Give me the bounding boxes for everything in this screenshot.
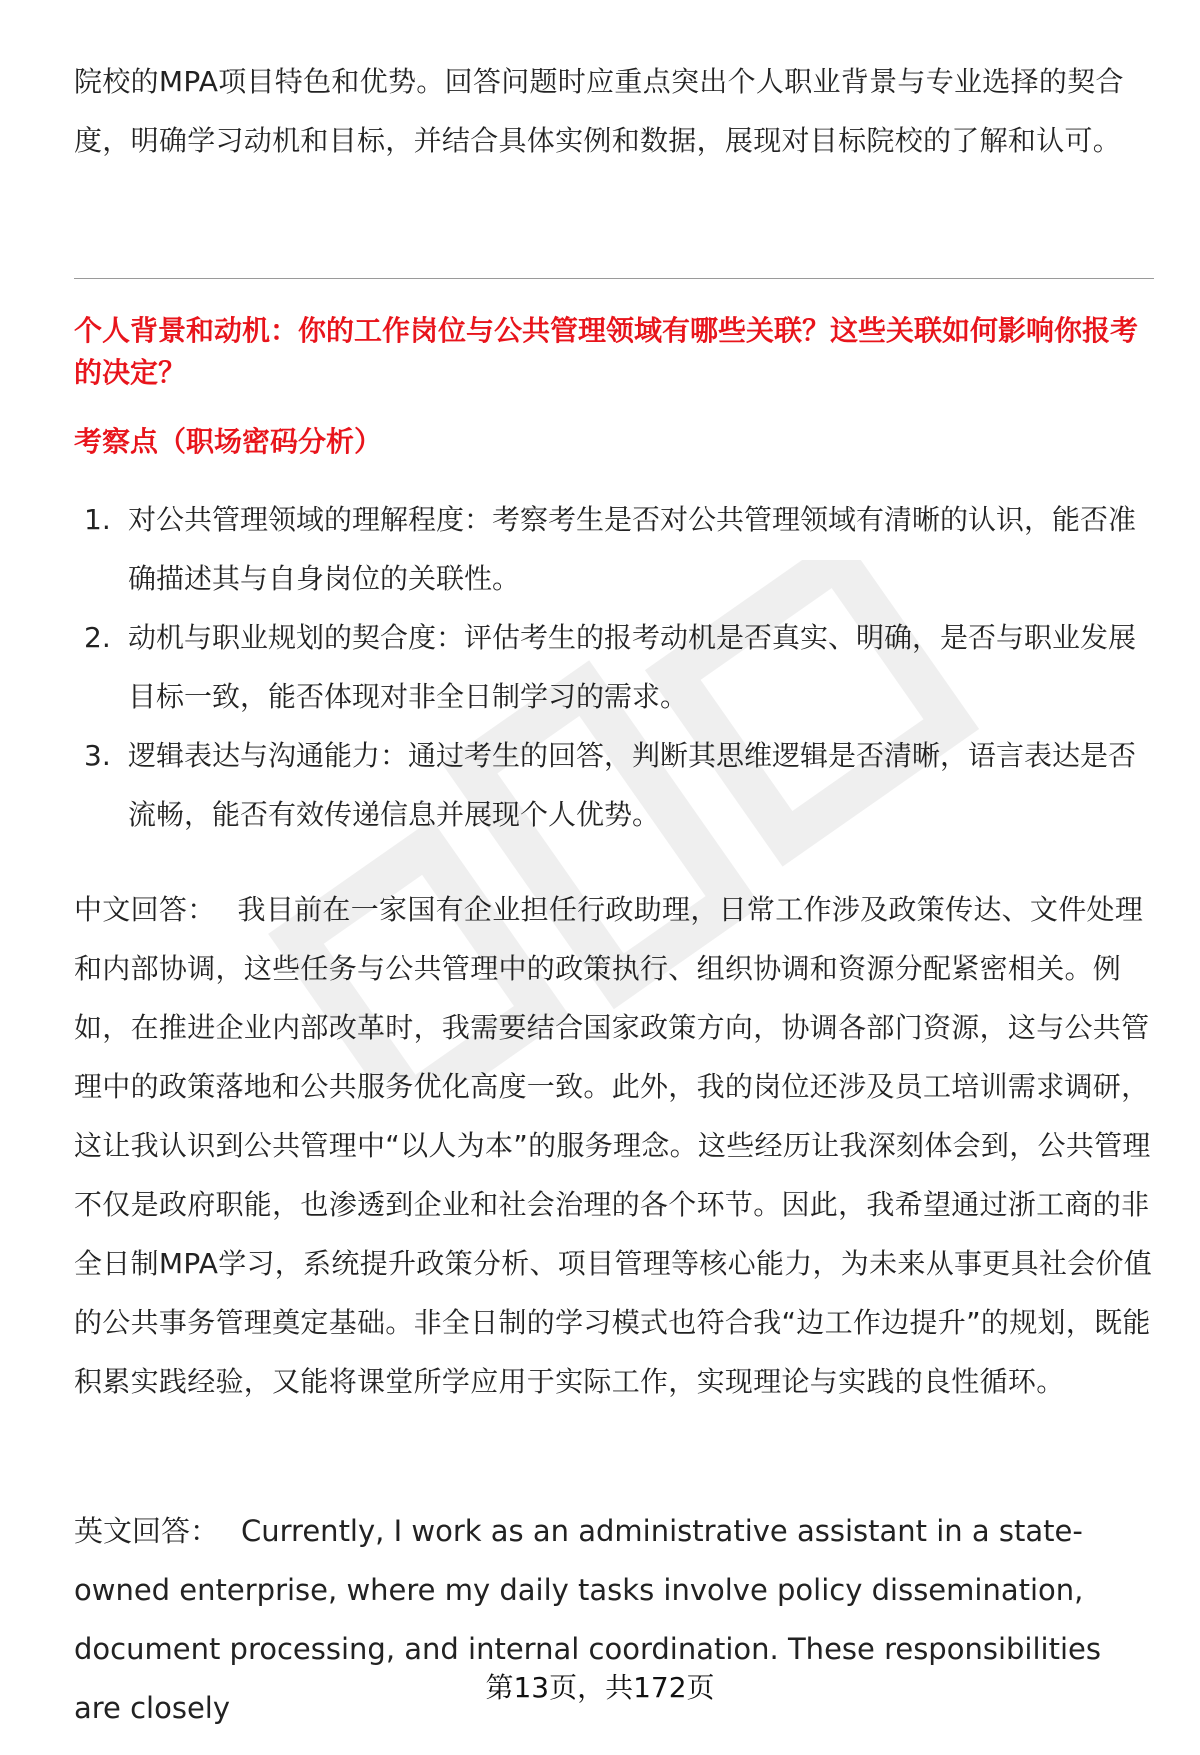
chinese-answer-label: 中文回答： — [74, 893, 216, 926]
page-footer: 第13页，共172页 — [485, 1671, 715, 1704]
english-answer-text: Currently, I work as an administrative assistant in a state-owned enterprise, where my daily tasks involve policy dissemination, document processing, and internal coordination. These responsibilities are closely — [74, 1514, 1101, 1725]
chinese-answer-paragraph — [74, 880, 1154, 1411]
question-heading: 个人背景和动机：你的工作岗位与公共管理领域有哪些关联？这些关联如何影响你报考的决定？ — [74, 314, 1139, 389]
list-item-text: 逻辑表达与沟通能力：通过考生的回答，判断其思维逻辑是否清晰，语言表达是否流畅，能否有效传递信息并展现个人优势。 — [128, 739, 1137, 831]
list-item-number: 3. — [84, 739, 111, 772]
english-answer-label: 英文回答： — [74, 1514, 220, 1548]
list-item-text: 动机与职业规划的契合度：评估考生的报考动机是否真实、明确，是否与职业发展目标一致，能否体现对非全日制学习的需求。 — [128, 621, 1137, 713]
list-item — [74, 608, 1154, 726]
list-item — [74, 490, 1154, 608]
list-item-number: 1. — [84, 503, 111, 536]
chinese-answer-text: 我目前在一家国有企业担任行政助理，日常工作涉及政策传达、文件处理和内部协调，这些任务与公共管理中的政策执行、组织协调和资源分配紧密相关。例如，在推进企业内部改革时，我需要结合国家政策方向，协调各部门资源，这与公共管理中的政策落地和公共服务优化高度一致。此外，我的岗位还涉及员工培训需求调研，这让我认识到公共管理中“以人为本”的服务理念。这些经历让我深刻体会到，公共管理不仅是政府职能，也渗透到企业和社会治理的各个环节。因此，我希望通过浙工商的非全日制MPA学习，系统提升政策分析、项目管理等核心能力，为未来从事更具社会价值的公共事务管理奠定基础。非全日制的学习模式也符合我“边工作边提升”的规划，既能积累实践经验，又能将课堂所学应用于实际工作，实现理论与实践的良性循环。 — [74, 893, 1153, 1398]
intro-paragraph: 院校的MPA项目特色和优势。回答问题时应重点突出个人职业背景与专业选择的契合度，明确学习动机和目标，并结合具体实例和数据，展现对目标院校的了解和认可。 — [74, 65, 1124, 157]
list-item — [74, 726, 1154, 844]
points-heading: 考察点（职场密码分析） — [74, 425, 383, 458]
section-divider — [74, 278, 1154, 279]
list-item-text: 对公共管理领域的理解程度：考察考生是否对公共管理领域有清晰的认识，能否准确描述其与自身岗位的关联性。 — [128, 503, 1137, 595]
list-item-number: 2. — [84, 621, 111, 654]
assessment-points-list — [74, 490, 1154, 844]
